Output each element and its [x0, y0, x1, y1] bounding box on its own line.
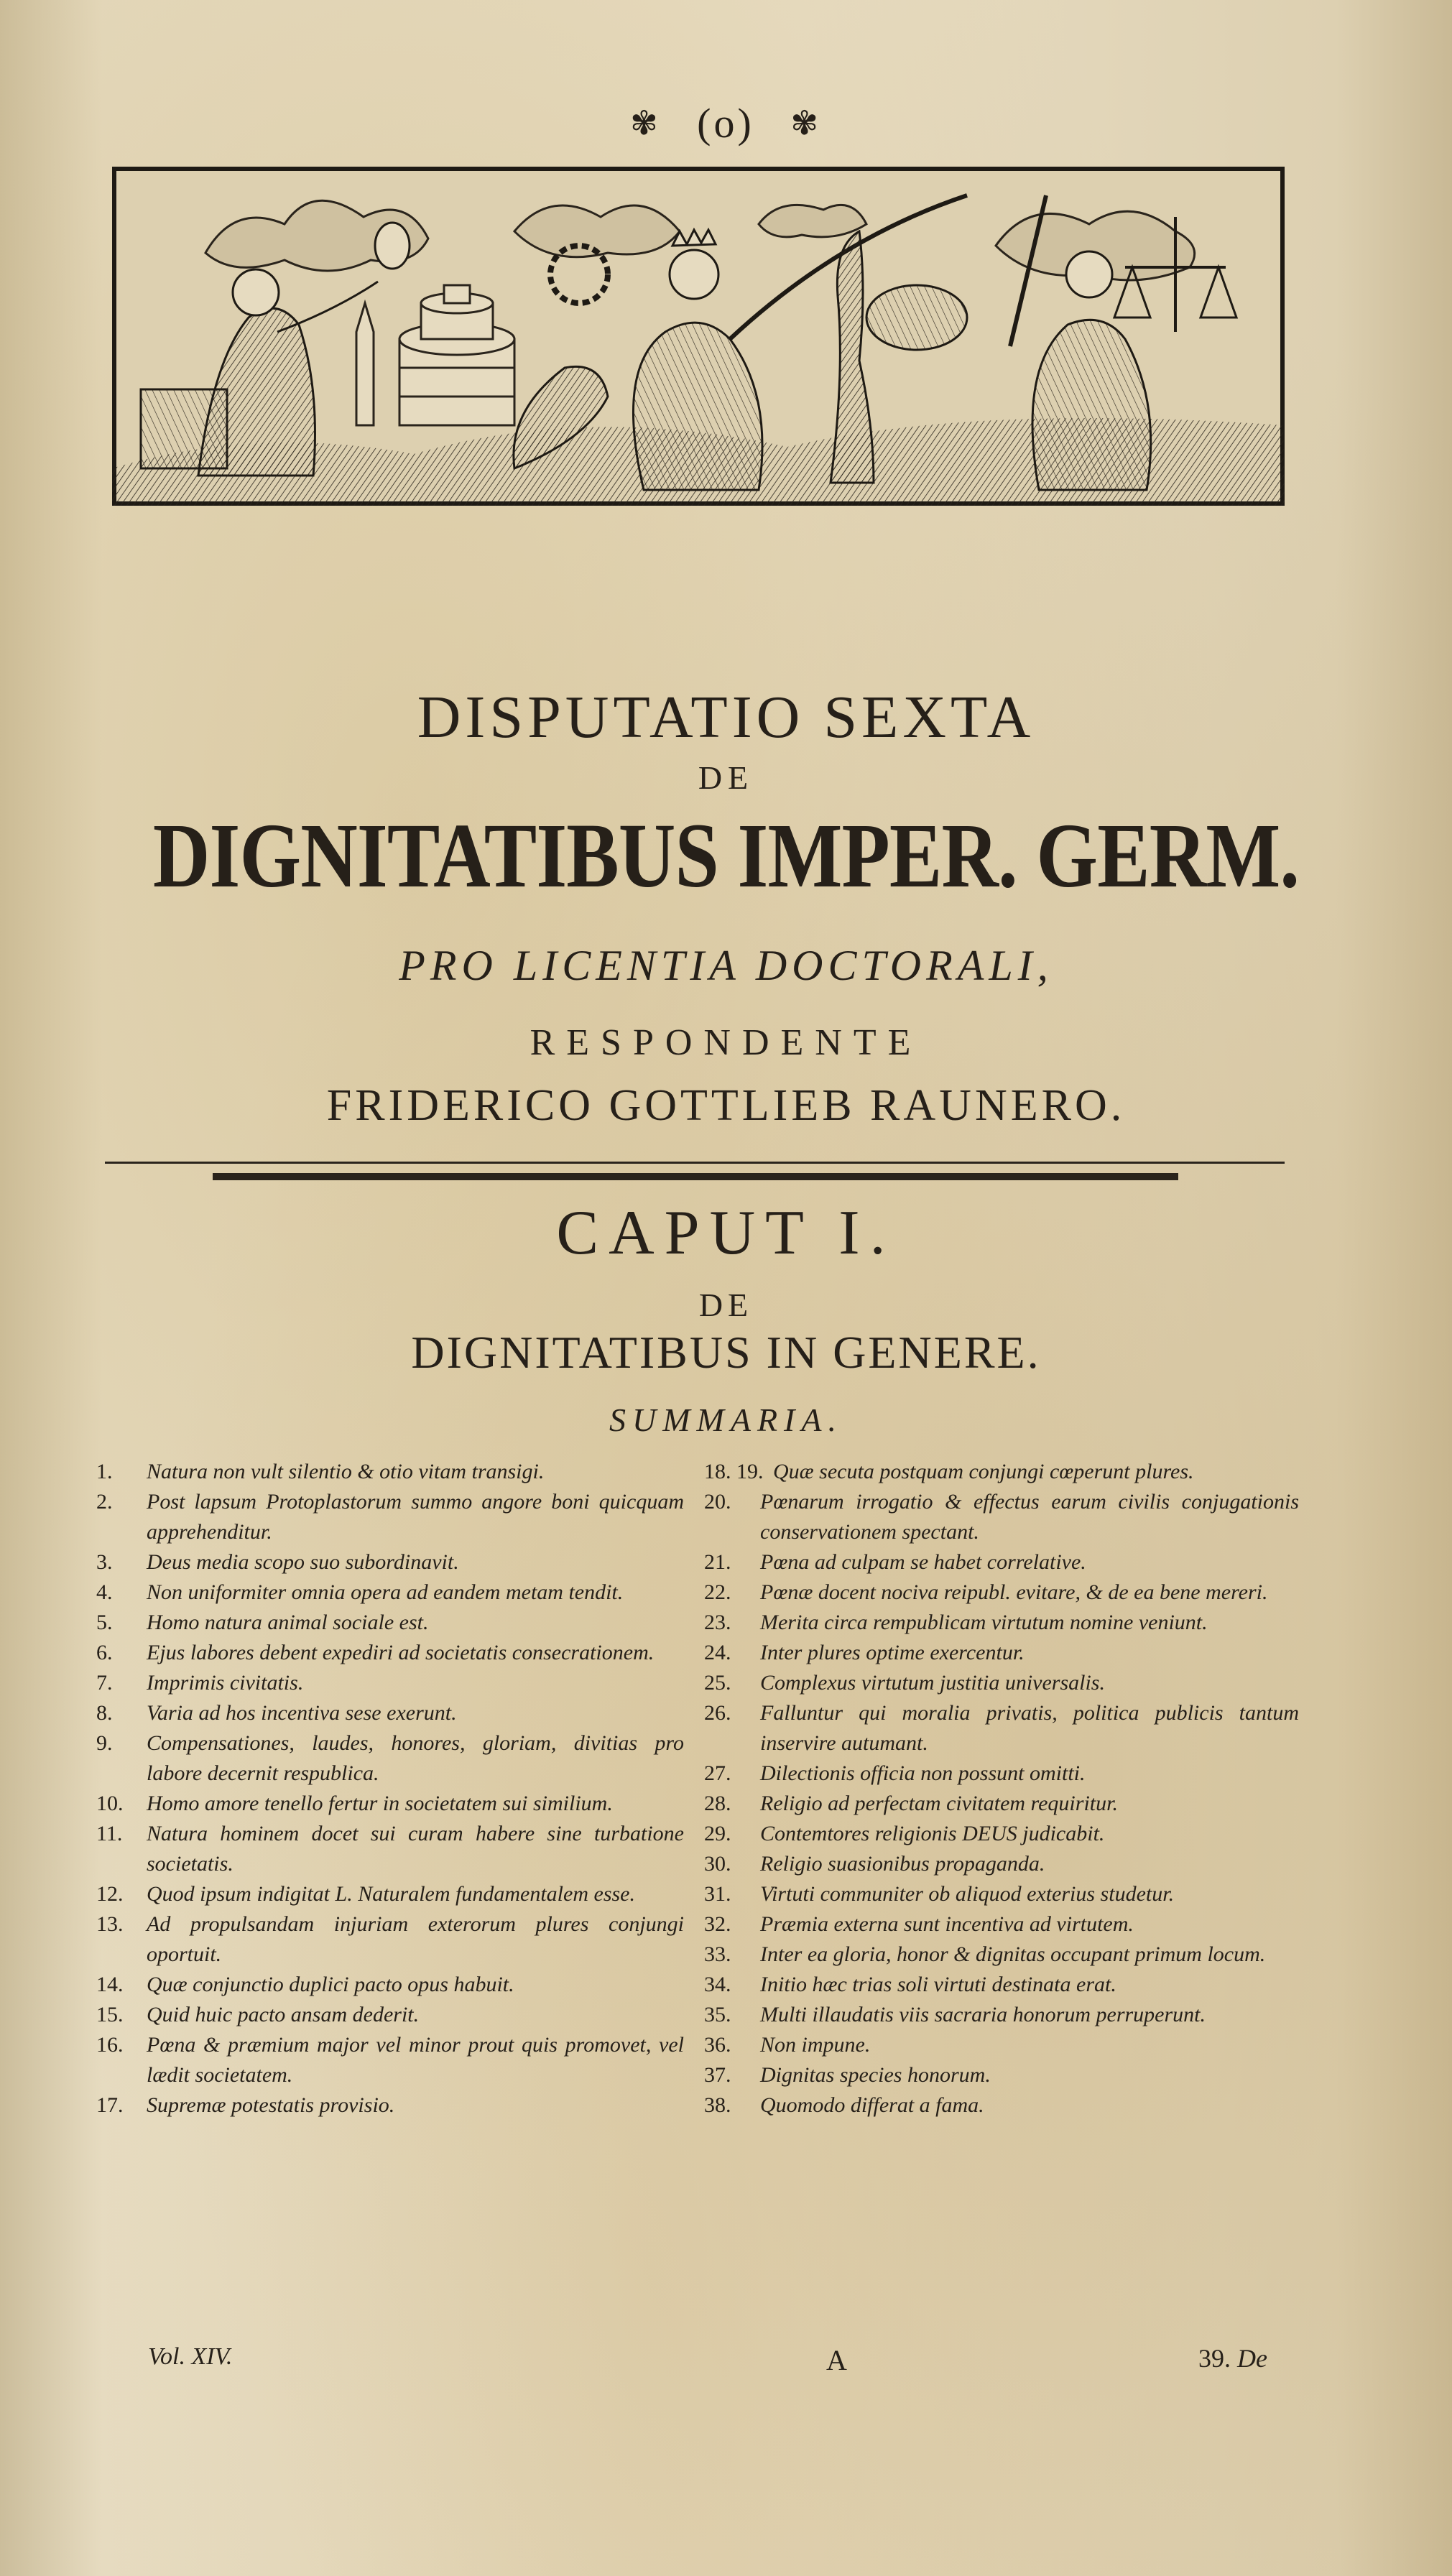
summary-item — [96, 1728, 684, 1789]
summary-column-left — [96, 1457, 684, 2121]
item-text: Religio suasionibus propaganda. — [760, 1852, 1045, 1876]
summary-item — [704, 1638, 1299, 1668]
rosette-left-icon: ✾ — [630, 105, 661, 142]
item-text: Supremæ potestatis provisio. — [147, 2093, 395, 2117]
item-number: 27. — [704, 1761, 731, 1785]
item-text: Præmia externa sunt incentiva ad virtutem. — [760, 1912, 1134, 1936]
catchword — [1198, 2343, 1267, 2373]
summary-item — [704, 2000, 1299, 2030]
item-number: 23. — [704, 1611, 731, 1634]
item-number: 25. — [704, 1671, 731, 1695]
summary-item — [704, 2030, 1299, 2060]
summary-item — [704, 1668, 1299, 1698]
item-text: Quod ipsum indigitat L. Naturalem fundamentalem esse. — [147, 1882, 635, 1906]
item-text: Quæ conjunctio duplici pacto opus habuit. — [147, 1973, 514, 1996]
signature-mark: A — [826, 2344, 847, 2376]
summary-column-right — [704, 1457, 1299, 2121]
summary-item — [96, 1698, 684, 1728]
item-number: 13. — [96, 1912, 124, 1936]
item-text: Natura hominem docet sui curam habere sine turbatione societatis. — [147, 1822, 684, 1876]
item-number: 38. — [704, 2093, 731, 2117]
item-number: 16. — [96, 2033, 124, 2057]
item-text: Religio ad perfectam civitatem requiritur. — [760, 1792, 1118, 1815]
item-text: Pœna & præmium major vel minor prout quis promovet, vel lædit societatem. — [147, 2033, 684, 2087]
summary-item — [704, 1577, 1299, 1608]
summary-item — [96, 2000, 684, 2030]
item-text: Inter ea gloria, honor & dignitas occupant primum locum. — [760, 1942, 1266, 1966]
summary-item — [96, 2090, 684, 2121]
item-text: Ad propulsandam injuriam exterorum plures conjungi oportuit. — [147, 1912, 684, 1966]
item-text: Quomodo differat a fama. — [760, 2093, 984, 2117]
disputation-title: DIGNITATIBUS IMPER. GERM. — [152, 805, 1300, 907]
item-number: 10. — [96, 1792, 124, 1815]
item-text: Merita circa rempublicam virtutum nomine veniunt. — [760, 1611, 1208, 1634]
summary-item — [96, 1608, 684, 1638]
summary-item — [96, 1457, 684, 1487]
item-text: Pœnæ docent nociva reipubl. evitare, & de ea bene mereri. — [760, 1580, 1268, 1604]
item-number: 9. — [96, 1731, 113, 1755]
item-text: Pœnarum irrogatio & effectus earum civilis conjugationis conservationem spectant. — [760, 1490, 1299, 1544]
item-text: Ejus labores debent expediri ad societatis consecrationem. — [147, 1641, 655, 1664]
item-text: Contemtores religionis DEUS judicabit. — [760, 1822, 1105, 1845]
summary-item — [704, 1457, 1299, 1487]
allegorical-woodcut-headpiece — [112, 167, 1285, 506]
disputation-number: DISPUTATIO SEXTA — [417, 684, 1035, 751]
chapter-title: CAPUT I. — [556, 1198, 896, 1268]
summary-item — [704, 1487, 1299, 1547]
title-de: DE — [698, 759, 754, 796]
item-text: Imprimis civitatis. — [147, 1671, 304, 1695]
page-number: (o) — [697, 100, 754, 147]
item-number: 17. — [96, 2093, 124, 2117]
purpose-line: PRO LICENTIA DOCTORALI, — [399, 942, 1053, 989]
summary-item — [704, 1909, 1299, 1940]
catchword-text: De — [1237, 2344, 1267, 2373]
item-text: Compensationes, laudes, honores, gloriam, divitias pro labore decernit respublica. — [147, 1731, 684, 1785]
item-number: 31. — [704, 1882, 731, 1906]
item-number: 1. — [96, 1460, 113, 1483]
divider-thick — [213, 1173, 1178, 1180]
item-text: Falluntur qui moralia privatis, politica publicis tantum inservire autumant. — [760, 1701, 1299, 1755]
item-number: 36. — [704, 2033, 731, 2057]
item-number: 6. — [96, 1641, 113, 1664]
item-text: Initio hæc trias soli virtuti destinata erat. — [760, 1973, 1116, 1996]
summary-item — [704, 1819, 1299, 1849]
rosette-right-icon: ✾ — [790, 105, 821, 142]
item-text: Complexus virtutum justitia universalis. — [760, 1671, 1105, 1695]
respondent-label: RESPONDENTE — [530, 1022, 922, 1063]
summary-item — [96, 1487, 684, 1547]
item-number: 29. — [704, 1822, 731, 1845]
summary-item — [96, 1547, 684, 1577]
summary-item — [704, 1789, 1299, 1819]
divider-thin — [105, 1162, 1285, 1164]
summary-item — [96, 1970, 684, 2000]
summary-item — [704, 1940, 1299, 1970]
item-number: 28. — [704, 1792, 731, 1815]
summary-item — [96, 1577, 684, 1608]
item-number: 21. — [704, 1550, 731, 1574]
item-number: 35. — [704, 2003, 731, 2026]
item-number: 30. — [704, 1852, 731, 1876]
item-number: 4. — [96, 1580, 113, 1604]
summary-item — [704, 1608, 1299, 1638]
item-number: 5. — [96, 1611, 113, 1634]
summary-item — [704, 1759, 1299, 1789]
item-number: 18. 19. — [704, 1460, 764, 1483]
item-number: 8. — [96, 1701, 113, 1725]
volume-label: Vol. XIV. — [148, 2343, 233, 2370]
summary-item — [96, 1789, 684, 1819]
item-text: Deus media scopo suo subordinavit. — [147, 1550, 459, 1574]
item-text: Natura non vult silentio & otio vitam transigi. — [147, 1460, 545, 1483]
summary-item — [96, 1879, 684, 1909]
item-number: 37. — [704, 2063, 731, 2087]
item-text: Virtuti communiter ob aliquod exterius studetur. — [760, 1882, 1175, 1906]
item-text: Homo natura animal sociale est. — [147, 1611, 429, 1634]
summary-item — [704, 1698, 1299, 1759]
item-number: 15. — [96, 2003, 124, 2026]
item-text: Non uniformiter omnia opera ad eandem metam tendit. — [147, 1580, 624, 1604]
summary-item — [704, 1547, 1299, 1577]
page-number-line — [546, 99, 905, 147]
summary-item — [96, 1909, 684, 1970]
item-text: Inter plures optime exercentur. — [760, 1641, 1025, 1664]
item-text: Quid huic pacto ansam dederit. — [147, 2003, 420, 2026]
item-text: Pœna ad culpam se habet correlative. — [760, 1550, 1086, 1574]
chapter-de: DE — [698, 1287, 754, 1323]
respondent-name: FRIDERICO GOTTLIEB RAUNERO. — [326, 1081, 1126, 1130]
item-number: 33. — [704, 1942, 731, 1966]
chapter-subject: DIGNITATIBUS IN GENERE. — [411, 1327, 1041, 1378]
item-text: Dignitas species honorum. — [760, 2063, 991, 2087]
item-text: Non impune. — [760, 2033, 871, 2057]
item-text: Dilectionis officia non possunt omitti. — [760, 1761, 1086, 1785]
item-number: 11. — [96, 1822, 123, 1845]
item-number: 3. — [96, 1550, 113, 1574]
item-text: Multi illaudatis viis sacraria honorum perruperunt. — [760, 2003, 1206, 2026]
summary-item — [704, 1879, 1299, 1909]
item-number: 32. — [704, 1912, 731, 1936]
catchword-number: 39. — [1198, 2344, 1231, 2373]
summary-item — [704, 1849, 1299, 1879]
summary-item — [96, 1668, 684, 1698]
item-number: 24. — [704, 1641, 731, 1664]
summary-item — [704, 2090, 1299, 2121]
item-number: 26. — [704, 1701, 731, 1725]
item-text: Quæ secuta postquam conjungi cœperunt plures. — [773, 1460, 1194, 1483]
summary-item — [96, 1819, 684, 1879]
summary-item — [704, 2060, 1299, 2090]
item-number: 22. — [704, 1580, 731, 1604]
item-number: 20. — [704, 1490, 731, 1514]
item-number: 12. — [96, 1882, 124, 1906]
item-text: Varia ad hos incentiva sese exerunt. — [147, 1701, 457, 1725]
item-number: 14. — [96, 1973, 124, 1996]
summary-item — [96, 2030, 684, 2090]
summary-item — [96, 1638, 684, 1668]
item-text: Post lapsum Protoplastorum summo angore boni quicquam apprehenditur. — [147, 1490, 684, 1544]
item-number: 2. — [96, 1490, 113, 1514]
item-text: Homo amore tenello fertur in societatem sui similium. — [147, 1792, 613, 1815]
summaria-heading: SUMMARIA. — [609, 1401, 843, 1438]
summary-item — [704, 1970, 1299, 2000]
item-number: 7. — [96, 1671, 113, 1695]
item-number: 34. — [704, 1973, 731, 1996]
